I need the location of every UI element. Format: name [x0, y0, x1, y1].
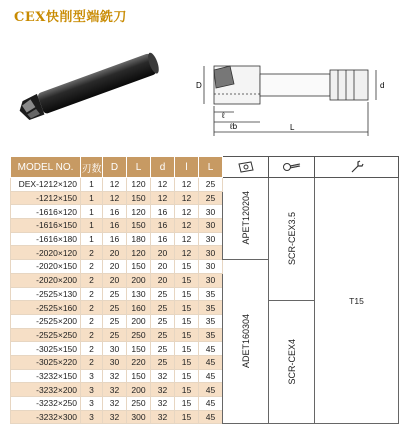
cell-Lb: 35: [199, 328, 223, 342]
cell-L: 200: [127, 383, 151, 397]
cell-D: 32: [103, 369, 127, 383]
cell-teeth: 1: [81, 191, 103, 205]
header-D: D: [103, 157, 127, 178]
cell-teeth: 2: [81, 342, 103, 356]
cell-D: 30: [103, 342, 127, 356]
cell-D: 16: [103, 205, 127, 219]
cell-D: 16: [103, 232, 127, 246]
cell-l: 15: [175, 355, 199, 369]
cell-D: 32: [103, 397, 127, 411]
cell-d: 16: [151, 205, 175, 219]
cell-d: 32: [151, 410, 175, 424]
cell-l: 15: [175, 287, 199, 301]
cell-Lb: 45: [199, 369, 223, 383]
cell-model: -2525×130: [11, 287, 81, 301]
screw-label-2: SCR-CEX4: [286, 338, 297, 385]
cell-l: 12: [175, 205, 199, 219]
insert-group-1: [223, 178, 269, 260]
cell-l: 15: [175, 328, 199, 342]
cell-D: 20: [103, 246, 127, 260]
wrench-cell: T15: [315, 178, 399, 424]
insert-label-1: APET120204: [240, 190, 251, 245]
cell-teeth: 2: [81, 287, 103, 301]
screw-group-1: [269, 178, 315, 301]
cell-d: 20: [151, 260, 175, 274]
page-title: CEX快削型端銑刀: [14, 10, 127, 25]
cell-L: 150: [127, 369, 151, 383]
cell-teeth: 1: [81, 219, 103, 233]
cell-D: 12: [103, 178, 127, 192]
cell-model: -3232×300: [11, 410, 81, 424]
cell-Lb: 35: [199, 287, 223, 301]
cell-model: -2020×120: [11, 246, 81, 260]
cell-L: 220: [127, 355, 151, 369]
cell-Lb: 30: [199, 232, 223, 246]
dim-lb-label: ℓb: [230, 122, 238, 131]
cell-Lb: 25: [199, 178, 223, 192]
cell-Lb: 25: [199, 191, 223, 205]
cell-model: -1616×180: [11, 232, 81, 246]
cell-d: 20: [151, 246, 175, 260]
cell-d: 32: [151, 397, 175, 411]
cell-L: 150: [127, 191, 151, 205]
cell-d: 25: [151, 328, 175, 342]
cell-L: 300: [127, 410, 151, 424]
dim-d-label: d: [380, 81, 385, 90]
cell-L: 180: [127, 232, 151, 246]
cell-teeth: 2: [81, 314, 103, 328]
cell-D: 25: [103, 328, 127, 342]
screw-group-2: [269, 301, 315, 424]
cell-d: 25: [151, 355, 175, 369]
cell-l: 15: [175, 369, 199, 383]
cell-Lb: 35: [199, 314, 223, 328]
cell-l: 12: [175, 191, 199, 205]
header-d: d: [151, 157, 175, 178]
cell-d: 32: [151, 383, 175, 397]
cell-model: -3025×150: [11, 342, 81, 356]
cell-teeth: 2: [81, 301, 103, 315]
cell-L: 250: [127, 328, 151, 342]
cell-model: -2525×160: [11, 301, 81, 315]
cell-l: 12: [175, 246, 199, 260]
cell-l: 15: [175, 314, 199, 328]
cell-D: 32: [103, 383, 127, 397]
cell-l: 15: [175, 273, 199, 287]
cell-l: 15: [175, 301, 199, 315]
cell-model: -3232×150: [11, 369, 81, 383]
cell-teeth: 2: [81, 273, 103, 287]
cell-Lb: 45: [199, 397, 223, 411]
cell-Lb: 45: [199, 383, 223, 397]
dim-D-label: D: [196, 81, 202, 90]
cell-d: 20: [151, 273, 175, 287]
cell-l: 15: [175, 383, 199, 397]
cell-l: 12: [175, 178, 199, 192]
cell-L: 120: [127, 178, 151, 192]
cell-teeth: 2: [81, 328, 103, 342]
cell-model: -1616×150: [11, 219, 81, 233]
cell-D: 25: [103, 287, 127, 301]
cell-L: 160: [127, 301, 151, 315]
cell-teeth: 3: [81, 410, 103, 424]
cell-d: 12: [151, 178, 175, 192]
header-l: l: [175, 157, 199, 178]
header-model: MODEL NO.: [11, 157, 81, 178]
cell-L: 150: [127, 342, 151, 356]
cell-model: -2020×200: [11, 273, 81, 287]
insert-label-2: ADET160304: [240, 313, 251, 368]
cell-teeth: 1: [81, 205, 103, 219]
cell-Lb: 45: [199, 342, 223, 356]
cell-D: 25: [103, 314, 127, 328]
cell-teeth: 3: [81, 369, 103, 383]
cell-d: 25: [151, 301, 175, 315]
cell-model: -1212×150: [11, 191, 81, 205]
cell-model: DEX-1212×120: [11, 178, 81, 192]
cell-D: 25: [103, 301, 127, 315]
cell-L: 200: [127, 314, 151, 328]
cell-model: -3232×200: [11, 383, 81, 397]
cell-L: 120: [127, 205, 151, 219]
cell-Lb: 30: [199, 219, 223, 233]
screw-icon: [269, 157, 315, 178]
cell-teeth: 1: [81, 232, 103, 246]
cell-D: 20: [103, 260, 127, 274]
cell-d: 25: [151, 342, 175, 356]
cell-model: -3232×250: [11, 397, 81, 411]
table-body: [11, 178, 399, 424]
cell-d: 25: [151, 287, 175, 301]
cell-teeth: 2: [81, 355, 103, 369]
cell-Lb: 35: [199, 301, 223, 315]
header-Lb: L: [199, 157, 223, 178]
cell-l: 15: [175, 342, 199, 356]
cell-D: 30: [103, 355, 127, 369]
cell-teeth: 3: [81, 383, 103, 397]
insert-icon: [223, 157, 269, 178]
cell-l: 12: [175, 219, 199, 233]
cell-Lb: 45: [199, 355, 223, 369]
cell-model: -2525×250: [11, 328, 81, 342]
cell-d: 32: [151, 369, 175, 383]
cell-Lb: 45: [199, 410, 223, 424]
cell-L: 250: [127, 397, 151, 411]
cell-model: -2525×200: [11, 314, 81, 328]
technical-drawing: [190, 54, 404, 144]
table-row: [11, 178, 399, 192]
cell-L: 200: [127, 273, 151, 287]
cell-d: 12: [151, 191, 175, 205]
cell-Lb: 30: [199, 260, 223, 274]
cell-model: -2020×150: [11, 260, 81, 274]
cell-D: 12: [103, 191, 127, 205]
cell-L: 130: [127, 287, 151, 301]
cell-model: -3025×220: [11, 355, 81, 369]
spec-table: [10, 156, 399, 424]
insert-group-2: [223, 260, 269, 424]
cell-D: 32: [103, 410, 127, 424]
cell-L: 150: [127, 219, 151, 233]
cell-l: 15: [175, 260, 199, 274]
cell-D: 16: [103, 219, 127, 233]
cell-teeth: 3: [81, 397, 103, 411]
table-header-row: [11, 157, 399, 178]
cell-Lb: 30: [199, 273, 223, 287]
header-teeth: 刃数: [81, 157, 103, 178]
cell-D: 20: [103, 273, 127, 287]
cell-d: 16: [151, 219, 175, 233]
dim-l-label: ℓ: [222, 111, 225, 120]
end-mill-photo: [8, 48, 168, 128]
cell-d: 25: [151, 314, 175, 328]
cell-l: 15: [175, 410, 199, 424]
cell-L: 120: [127, 246, 151, 260]
cell-teeth: 1: [81, 178, 103, 192]
cell-l: 12: [175, 232, 199, 246]
cell-teeth: 2: [81, 260, 103, 274]
wrench-icon: [315, 157, 399, 178]
cell-d: 16: [151, 232, 175, 246]
header-L: L: [127, 157, 151, 178]
screw-label-1: SCR-CEX3.5: [286, 211, 297, 265]
cell-model: -1616×120: [11, 205, 81, 219]
cell-Lb: 30: [199, 246, 223, 260]
cell-L: 150: [127, 260, 151, 274]
cell-teeth: 2: [81, 246, 103, 260]
cell-l: 15: [175, 397, 199, 411]
cell-Lb: 30: [199, 205, 223, 219]
dim-L-label: L: [290, 123, 295, 132]
